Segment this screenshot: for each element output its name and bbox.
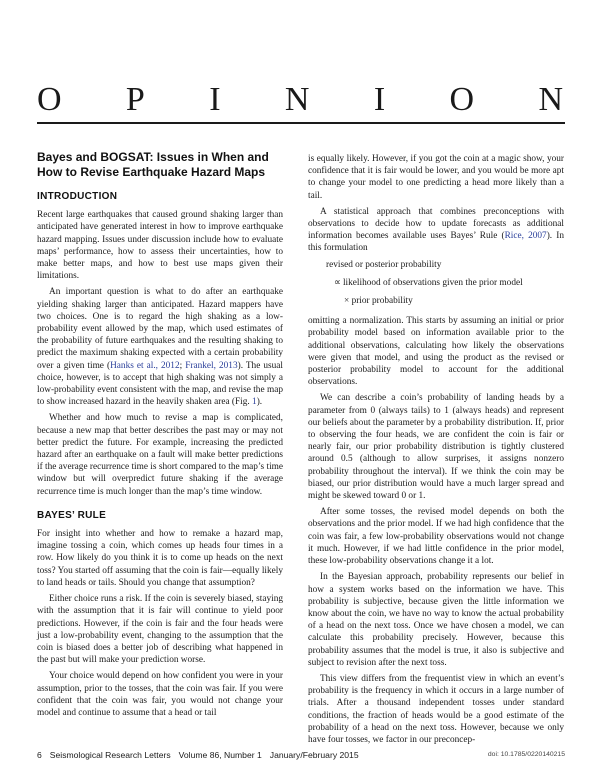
bayes-paragraph-3: Your choice would depend on how confident you were in your assumption, prior to the tosses, that the coin was fair. If you were confident that the coin was fair, you would not change your model and continue to assume that a head or tail [37, 671, 283, 718]
intro-p2-text-b: ). The usual choice, however, is to accept that high shaking was not simply a low-probability event consistent with the map, and revise the map to show increased hazard in the heavily shaken area (Fig. [37, 360, 283, 408]
doi-text[interactable]: doi: 10.1785/0220140215 [487, 751, 565, 758]
reference-link-rice[interactable]: Rice, 2007 [504, 231, 547, 242]
section-rule [37, 122, 565, 124]
page-number: 6 [37, 750, 42, 760]
journal-name: Seismological Research Letters [49, 750, 171, 760]
right-paragraph-2 [308, 206, 564, 255]
issue-date: January/February 2015 [269, 750, 359, 760]
right-p2-text-b: ). In this formulation [308, 231, 564, 254]
right-paragraph-1: is equally likely. However, if you got the coin at a magic show, your confidence that it is fair would be lower, and you would be more apt to change your model to one predicting a head more likely than a tail. [308, 154, 564, 201]
reference-link-frankel[interactable]: Frankel, 2013 [185, 360, 238, 371]
intro-paragraph-3: Whether and how much to revise a map is complicated, because a new map that better describes the past may or may not better predict the future. For example, increasing the predicted hazard after an earthquake on a fault will make better predictions if the average recurrence time is short compared to the map’s time window but will overpredict future shaking if the average recurrence time is much longer than the map’s time window. [37, 413, 284, 497]
section-label-opinion [37, 72, 565, 118]
figure-link-1[interactable]: 1 [252, 397, 257, 408]
right-paragraph-5: After some tosses, the revised model depends on both the observations and the prior model. If we had high confidence that the coin was fair, a few low-probability observations would not change it much. However, if we had little confidence in the prior model, these low-probability observations change it a lot. [308, 507, 564, 567]
volume-number: Volume 86, Number 1 [178, 750, 262, 760]
intro-p2-text-a: An important question is what to do after an earthquake yielding shaking larger than anticipated. Hazard mappers have two choices. One is to regard the high shaking as a low-probability event allowed by the map, which used estimates of the probability of future earthquakes and the resulting shaking to predict the maximum shaking expected with a certain probability over a given time ( [37, 287, 283, 371]
left-column [37, 150, 283, 723]
intro-p2-text-c: ). [256, 397, 263, 408]
intro-paragraph-1: Recent large earthquakes that caused ground shaking larger than anticipated have generated interest in how to improve earthquake hazard mapping. Issues under discussion include how to evaluate maps’ performance, how to assess their uncertainties, how to make better maps, and how to best use maps given their limitations. [37, 210, 283, 282]
heading-introduction: INTRODUCTION [37, 191, 118, 202]
right-paragraph-4: We can describe a coin’s probability of landing heads by a parameter from 0 (always tails) to 1 (always heads) and represent our beliefs about the parameter by a probability distribution. If, prior to observing the four heads, we are confident the coin is fair or nearly fair, our prior probability distribution is tightly clustered around 0.5 (although to allow surprises, it assigns nonzero probability throughout the interval). If we think the coin may be biased, our prior distribution would have a much larger spread and might be skewed toward 0 or 1. [308, 393, 564, 502]
intro-p2-sep: ; [179, 360, 186, 371]
bayes-paragraph-1: For insight into whether and how to remake a hazard map, imagine tossing a coin, which comes up heads four times in a row. How likely do you think it is to come up heads on the next toss? You started off assuming that the coin is fair—equally likely to land heads or tails. Should you change that assumption? [37, 529, 283, 588]
bayes-formula [308, 259, 564, 308]
bayes-paragraph-2: Either choice runs a risk. If the coin is severely biased, staying with the assumption that it is fair will continue to yield poor predictions. However, if the coin is fair and the four heads were just a low-probability event, changing to the assumption that the coin is biased does a better job of describing what happened in the past but will make your prediction worse. [37, 594, 283, 666]
formula-line-posterior: revised or posterior probability [326, 259, 442, 270]
formula-line-likelihood: ∝ likelihood of observations given the prior model [334, 277, 523, 288]
footer-citation [37, 750, 359, 760]
right-paragraph-3: omitting a normalization. This starts by assuming an initial or prior probability model based on information available prior to the additional observations, calculating how likely the observations were given that model, and using the product as the revised or posterior probability model to account for the additional observations. [308, 316, 564, 388]
right-p2-text-a: A statistical approach that combines preconceptions with observations to decide how to update forecasts as additional information becomes available uses Bayes’ Rule ( [308, 206, 564, 242]
intro-paragraph-2 [37, 286, 283, 408]
heading-bayes-rule: BAYES’ RULE [37, 509, 107, 521]
reference-link-hanks[interactable]: Hanks et al., 2012 [110, 360, 180, 371]
article-title: Bayes and BOGSAT: Issues in When and How to Revise Earthquake Hazard Maps [37, 150, 269, 179]
right-column [308, 153, 564, 750]
section-header [37, 72, 565, 118]
right-paragraph-6: In the Bayesian approach, probability represents our belief in how a system works based on the information we have. This probability is subjective, because given the little information we know about the coin, we have no way to know the actual probability of a head on the next toss. Once we have chosen a model, we can calculate this probability precisely. However, because this probability assumes that the model is true, it also is subjective and subject to revision after the next toss. [308, 572, 564, 668]
section-label-text: Opinion [37, 81, 565, 118]
right-paragraph-7: This view differs from the frequentist view in which an event’s probability is the frequency in which it occurs in a large number of trials. After a thousand independent tosses under standard conditions, the fraction of heads would be a good estimate of the probability of a head on the next toss. However, because we only have four tosses, we factor in our preconcep- [308, 673, 564, 745]
formula-line-prior: × prior probability [344, 296, 413, 307]
